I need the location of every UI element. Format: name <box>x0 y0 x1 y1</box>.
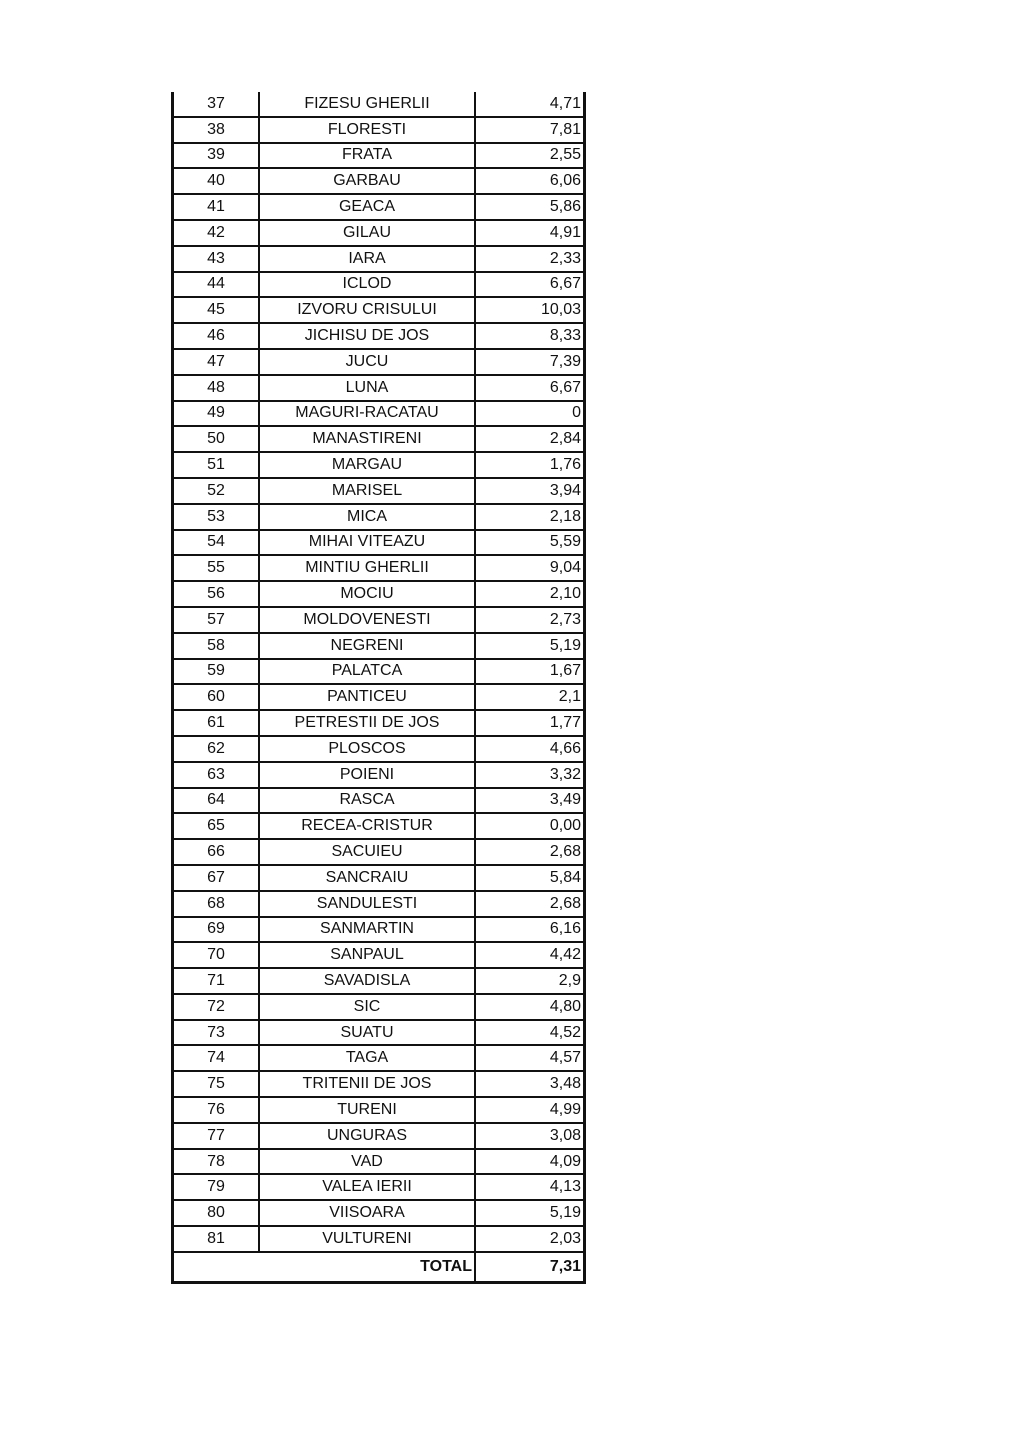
table-row <box>174 350 583 376</box>
table-row <box>174 247 583 273</box>
table-row <box>174 660 583 686</box>
table-row <box>174 1046 583 1072</box>
table-row <box>174 866 583 892</box>
row-value: 2,84 <box>549 430 581 448</box>
row-value: 5,19 <box>549 636 581 654</box>
locality-name: RASCA <box>260 789 476 813</box>
locality-name: MINTIU GHERLII <box>260 556 476 580</box>
row-value: 6,16 <box>549 920 581 938</box>
row-value: 5,84 <box>549 868 581 886</box>
row-value: 0,00 <box>549 817 581 835</box>
locality-name: MOLDOVENESTI <box>260 608 476 632</box>
row-value: 2,10 <box>549 585 581 603</box>
row-number: 44 <box>174 273 260 297</box>
row-value: 4,71 <box>549 94 581 112</box>
locality-name: VALEA IERII <box>260 1175 476 1199</box>
row-value: 6,67 <box>549 378 581 396</box>
row-number: 80 <box>174 1201 260 1225</box>
locality-name: ICLOD <box>260 273 476 297</box>
total-label: TOTAL <box>174 1253 476 1281</box>
table-row <box>174 892 583 918</box>
row-value: 4,80 <box>549 997 581 1015</box>
row-number: 41 <box>174 195 260 219</box>
row-value: 5,19 <box>549 1204 581 1222</box>
table-row <box>174 1021 583 1047</box>
table-row <box>174 995 583 1021</box>
locality-name: SIC <box>260 995 476 1019</box>
table-row <box>174 298 583 324</box>
table-row <box>174 634 583 660</box>
locality-name: LUNA <box>260 376 476 400</box>
locality-name: GILAU <box>260 221 476 245</box>
table-row <box>174 789 583 815</box>
table-row <box>174 1072 583 1098</box>
row-number: 66 <box>174 840 260 864</box>
row-number: 45 <box>174 298 260 322</box>
table-row <box>174 221 583 247</box>
row-value: 4,91 <box>549 223 581 241</box>
table-row <box>174 556 583 582</box>
locality-name: POIENI <box>260 763 476 787</box>
row-number: 54 <box>174 531 260 555</box>
row-value: 3,08 <box>549 1126 581 1144</box>
locality-name: SAVADISLA <box>260 969 476 993</box>
row-number: 73 <box>174 1021 260 1045</box>
row-number: 72 <box>174 995 260 1019</box>
table-row <box>174 118 583 144</box>
locality-name: MARGAU <box>260 453 476 477</box>
row-number: 51 <box>174 453 260 477</box>
row-value: 1,77 <box>549 714 581 732</box>
table-row <box>174 427 583 453</box>
table-row <box>174 195 583 221</box>
row-number: 43 <box>174 247 260 271</box>
row-number: 77 <box>174 1124 260 1148</box>
row-number: 64 <box>174 789 260 813</box>
table-row <box>174 92 583 118</box>
row-number: 67 <box>174 866 260 890</box>
table-row <box>174 1201 583 1227</box>
locality-name: MARISEL <box>260 479 476 503</box>
row-number: 75 <box>174 1072 260 1096</box>
row-number: 56 <box>174 582 260 606</box>
table-row <box>174 969 583 995</box>
row-number: 50 <box>174 427 260 451</box>
locality-name: TRITENII DE JOS <box>260 1072 476 1096</box>
row-number: 76 <box>174 1098 260 1122</box>
row-number: 52 <box>174 479 260 503</box>
row-number: 57 <box>174 608 260 632</box>
row-number: 39 <box>174 144 260 168</box>
row-value: 6,67 <box>549 275 581 293</box>
locality-name: GEACA <box>260 195 476 219</box>
row-number: 68 <box>174 892 260 916</box>
row-number: 55 <box>174 556 260 580</box>
row-number: 81 <box>174 1227 260 1251</box>
table-row <box>174 1150 583 1176</box>
table-row <box>174 814 583 840</box>
locality-name: VULTURENI <box>260 1227 476 1251</box>
locality-name: UNGURAS <box>260 1124 476 1148</box>
locality-name: MAGURI-RACATAU <box>260 402 476 426</box>
row-value: 3,32 <box>549 765 581 783</box>
table-row <box>174 685 583 711</box>
row-number: 59 <box>174 660 260 684</box>
total-row <box>174 1253 583 1281</box>
locality-name: FLORESTI <box>260 118 476 142</box>
locality-name: IARA <box>260 247 476 271</box>
row-number: 47 <box>174 350 260 374</box>
row-number: 58 <box>174 634 260 658</box>
row-value: 2,18 <box>549 507 581 525</box>
locality-name: NEGRENI <box>260 634 476 658</box>
locality-name: PETRESTII DE JOS <box>260 711 476 735</box>
row-value: 3,94 <box>549 481 581 499</box>
locality-name: SANPAUL <box>260 943 476 967</box>
row-value: 7,39 <box>549 352 581 370</box>
locality-name: FRATA <box>260 144 476 168</box>
locality-name: MICA <box>260 505 476 529</box>
row-value: 3,48 <box>549 1075 581 1093</box>
row-number: 70 <box>174 943 260 967</box>
table-row <box>174 711 583 737</box>
table-row <box>174 1175 583 1201</box>
table-row <box>174 273 583 299</box>
locality-name: SANMARTIN <box>260 918 476 942</box>
row-number: 61 <box>174 711 260 735</box>
row-value: 5,59 <box>549 533 581 551</box>
row-number: 71 <box>174 969 260 993</box>
row-number: 60 <box>174 685 260 709</box>
row-number: 37 <box>174 92 260 116</box>
row-value: 6,06 <box>549 172 581 190</box>
locality-name: FIZESU GHERLII <box>260 92 476 116</box>
locality-name: MANASTIRENI <box>260 427 476 451</box>
table-row <box>174 918 583 944</box>
table-row <box>174 531 583 557</box>
locality-name: PALATCA <box>260 660 476 684</box>
data-table <box>171 92 586 1284</box>
row-number: 42 <box>174 221 260 245</box>
row-value: 1,76 <box>549 456 581 474</box>
row-value: 9,04 <box>549 559 581 577</box>
table-row <box>174 324 583 350</box>
table-row <box>174 943 583 969</box>
table-row <box>174 505 583 531</box>
table-row <box>174 144 583 170</box>
row-value: 2,68 <box>549 894 581 912</box>
table-row <box>174 1124 583 1150</box>
row-number: 38 <box>174 118 260 142</box>
row-number: 62 <box>174 737 260 761</box>
table-row <box>174 479 583 505</box>
table-row <box>174 763 583 789</box>
table-row <box>174 737 583 763</box>
row-value: 2,9 <box>558 971 581 989</box>
table-row <box>174 453 583 479</box>
row-value: 5,86 <box>549 198 581 216</box>
locality-name: SACUIEU <box>260 840 476 864</box>
total-value: 7,31 <box>549 1257 581 1275</box>
row-value: 4,66 <box>549 739 581 757</box>
locality-name: SANCRAIU <box>260 866 476 890</box>
row-value: 4,13 <box>549 1178 581 1196</box>
row-number: 63 <box>174 763 260 787</box>
row-value: 4,42 <box>549 946 581 964</box>
row-value: 4,57 <box>549 1049 581 1067</box>
row-number: 74 <box>174 1046 260 1070</box>
row-value: 0 <box>572 404 581 422</box>
row-number: 48 <box>174 376 260 400</box>
row-number: 78 <box>174 1150 260 1174</box>
row-value: 2,55 <box>549 146 581 164</box>
row-value: 1,67 <box>549 662 581 680</box>
locality-name: SUATU <box>260 1021 476 1045</box>
table-row <box>174 840 583 866</box>
locality-name: RECEA-CRISTUR <box>260 814 476 838</box>
row-value: 2,68 <box>549 843 581 860</box>
row-value: 4,09 <box>549 1152 581 1170</box>
row-value: 10,03 <box>540 301 581 319</box>
row-value: 2,03 <box>549 1229 581 1247</box>
locality-name: TAGA <box>260 1046 476 1070</box>
row-number: 40 <box>174 169 260 193</box>
row-value: 8,33 <box>549 327 581 345</box>
locality-name: PANTICEU <box>260 685 476 709</box>
row-value: 2,1 <box>558 688 581 706</box>
row-number: 53 <box>174 505 260 529</box>
locality-name: MOCIU <box>260 582 476 606</box>
table-row <box>174 1227 583 1253</box>
row-value: 2,73 <box>549 610 581 628</box>
locality-name: GARBAU <box>260 169 476 193</box>
table-row <box>174 1098 583 1124</box>
locality-name: SANDULESTI <box>260 892 476 916</box>
row-number: 79 <box>174 1175 260 1199</box>
table-row <box>174 169 583 195</box>
row-number: 49 <box>174 402 260 426</box>
locality-name: IZVORU CRISULUI <box>260 298 476 322</box>
locality-name: VIISOARA <box>260 1201 476 1225</box>
locality-name: TURENI <box>260 1098 476 1122</box>
table-row <box>174 402 583 428</box>
table-row <box>174 582 583 608</box>
row-value: 2,33 <box>549 249 581 267</box>
locality-name: VAD <box>260 1150 476 1174</box>
row-value: 4,52 <box>549 1023 581 1041</box>
locality-name: JUCU <box>260 350 476 374</box>
row-number: 69 <box>174 918 260 942</box>
table-row <box>174 376 583 402</box>
locality-name: PLOSCOS <box>260 737 476 761</box>
row-value: 4,99 <box>549 1100 581 1118</box>
row-value: 3,49 <box>549 791 581 809</box>
row-number: 46 <box>174 324 260 348</box>
row-number: 65 <box>174 814 260 838</box>
table-row <box>174 608 583 634</box>
locality-name: MIHAI VITEAZU <box>260 531 476 555</box>
locality-name: JICHISU DE JOS <box>260 324 476 348</box>
row-value: 7,81 <box>549 120 581 138</box>
table-body <box>174 92 583 1253</box>
